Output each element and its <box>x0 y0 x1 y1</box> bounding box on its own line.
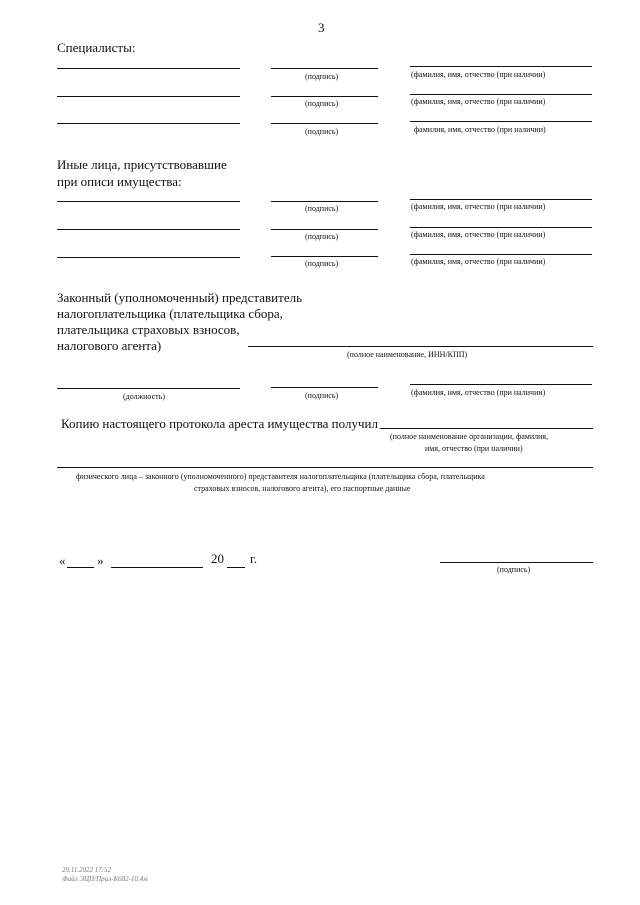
copy-received-details-field[interactable] <box>57 467 593 468</box>
position-caption: (должность) <box>123 392 165 401</box>
specialist-fio-field[interactable] <box>410 94 592 95</box>
sign-caption: (подпись) <box>305 204 339 213</box>
date-open-quote: « <box>59 553 66 568</box>
copy-received-caption-line1: (полное наименование организации, фамилия, <box>390 432 549 441</box>
other-name-field[interactable] <box>57 229 240 230</box>
sign-caption: (подпись) <box>305 72 339 81</box>
date-year-field[interactable] <box>227 567 245 568</box>
date-sign-field[interactable] <box>440 562 593 563</box>
other-sign-field[interactable] <box>271 256 378 257</box>
date-month-field[interactable] <box>111 567 203 568</box>
specialist-sign-field[interactable] <box>271 68 378 69</box>
date-year-suffix: г. <box>250 551 258 566</box>
representative-fullname-field[interactable] <box>248 346 593 347</box>
sign-caption: (подпись) <box>305 391 339 400</box>
representative-line1: Законный (уполномоченный) представитель <box>57 290 303 305</box>
date-year-prefix: 20 <box>211 551 224 566</box>
sign-caption: (подпись) <box>305 99 339 108</box>
electronic-stamp-line1: 29.11.2022 17:52 <box>62 866 112 874</box>
specialist-name-field[interactable] <box>57 68 240 69</box>
representative-line3: плательщика страховых взносов, <box>57 322 240 337</box>
fio-caption: (фамилия, имя, отчество (при наличии) <box>411 388 546 397</box>
specialist-sign-field[interactable] <box>271 123 378 124</box>
fio-caption: фамилия, имя, отчество (при наличии) <box>414 125 546 134</box>
representative-line2: налогоплательщика (плательщика сбора, <box>57 306 283 321</box>
other-name-field[interactable] <box>57 201 240 202</box>
other-fio-field[interactable] <box>410 199 592 200</box>
copy-received-footnote-line2: страховых взносов, налогового агента), его паспортные данные <box>194 484 411 493</box>
specialist-fio-field[interactable] <box>410 121 592 122</box>
representative-sign-field[interactable] <box>271 387 378 388</box>
specialist-fio-field[interactable] <box>410 66 592 67</box>
sign-caption: (подпись) <box>305 232 339 241</box>
specialists-heading: Специалисты: <box>57 40 136 55</box>
date-day-field[interactable] <box>67 567 94 568</box>
date-sign-caption: (подпись) <box>497 565 531 574</box>
other-fio-field[interactable] <box>410 227 592 228</box>
copy-received-text: Копию настоящего протокола ареста имущества получил <box>61 416 378 431</box>
fio-caption: (фамилия, имя, отчество (при наличии) <box>411 97 546 106</box>
copy-received-field[interactable] <box>380 428 593 429</box>
page-number: 3 <box>318 20 325 35</box>
other-fio-field[interactable] <box>410 254 592 255</box>
specialist-name-field[interactable] <box>57 96 240 97</box>
specialist-sign-field[interactable] <box>271 96 378 97</box>
others-heading-line2: при описи имущества: <box>57 174 182 189</box>
specialist-name-field[interactable] <box>57 123 240 124</box>
representative-line4: налогового агента) <box>57 338 162 353</box>
copy-received-caption-line2: имя, отчество (при наличии) <box>425 444 523 453</box>
fio-caption: (фамилия, имя, отчество (при наличии) <box>411 202 546 211</box>
representative-position-field[interactable] <box>57 388 240 389</box>
sign-caption: (подпись) <box>305 127 339 136</box>
other-name-field[interactable] <box>57 257 240 258</box>
fio-caption: (фамилия, имя, отчество (при наличии) <box>411 257 546 266</box>
fio-caption: (фамилия, имя, отчество (при наличии) <box>411 70 546 79</box>
fullname-caption: (полное наименование, ИНН/КПП) <box>347 350 468 359</box>
others-heading-line1: Иные лица, присутствовавшие <box>57 157 227 172</box>
other-sign-field[interactable] <box>271 201 378 202</box>
fio-caption: (фамилия, имя, отчество (при наличии) <box>411 230 546 239</box>
copy-received-footnote-line1: физического лица – законного (уполномоченного) представителя налогоплательщика (плательщика сбора, плательщика <box>76 472 485 481</box>
electronic-stamp-line2: Файл ЭЦП/Прил-К682-10.4м <box>62 875 148 883</box>
date-close-quote: » <box>97 553 104 568</box>
other-sign-field[interactable] <box>271 229 378 230</box>
representative-fio-field[interactable] <box>410 384 592 385</box>
sign-caption: (подпись) <box>305 259 339 268</box>
